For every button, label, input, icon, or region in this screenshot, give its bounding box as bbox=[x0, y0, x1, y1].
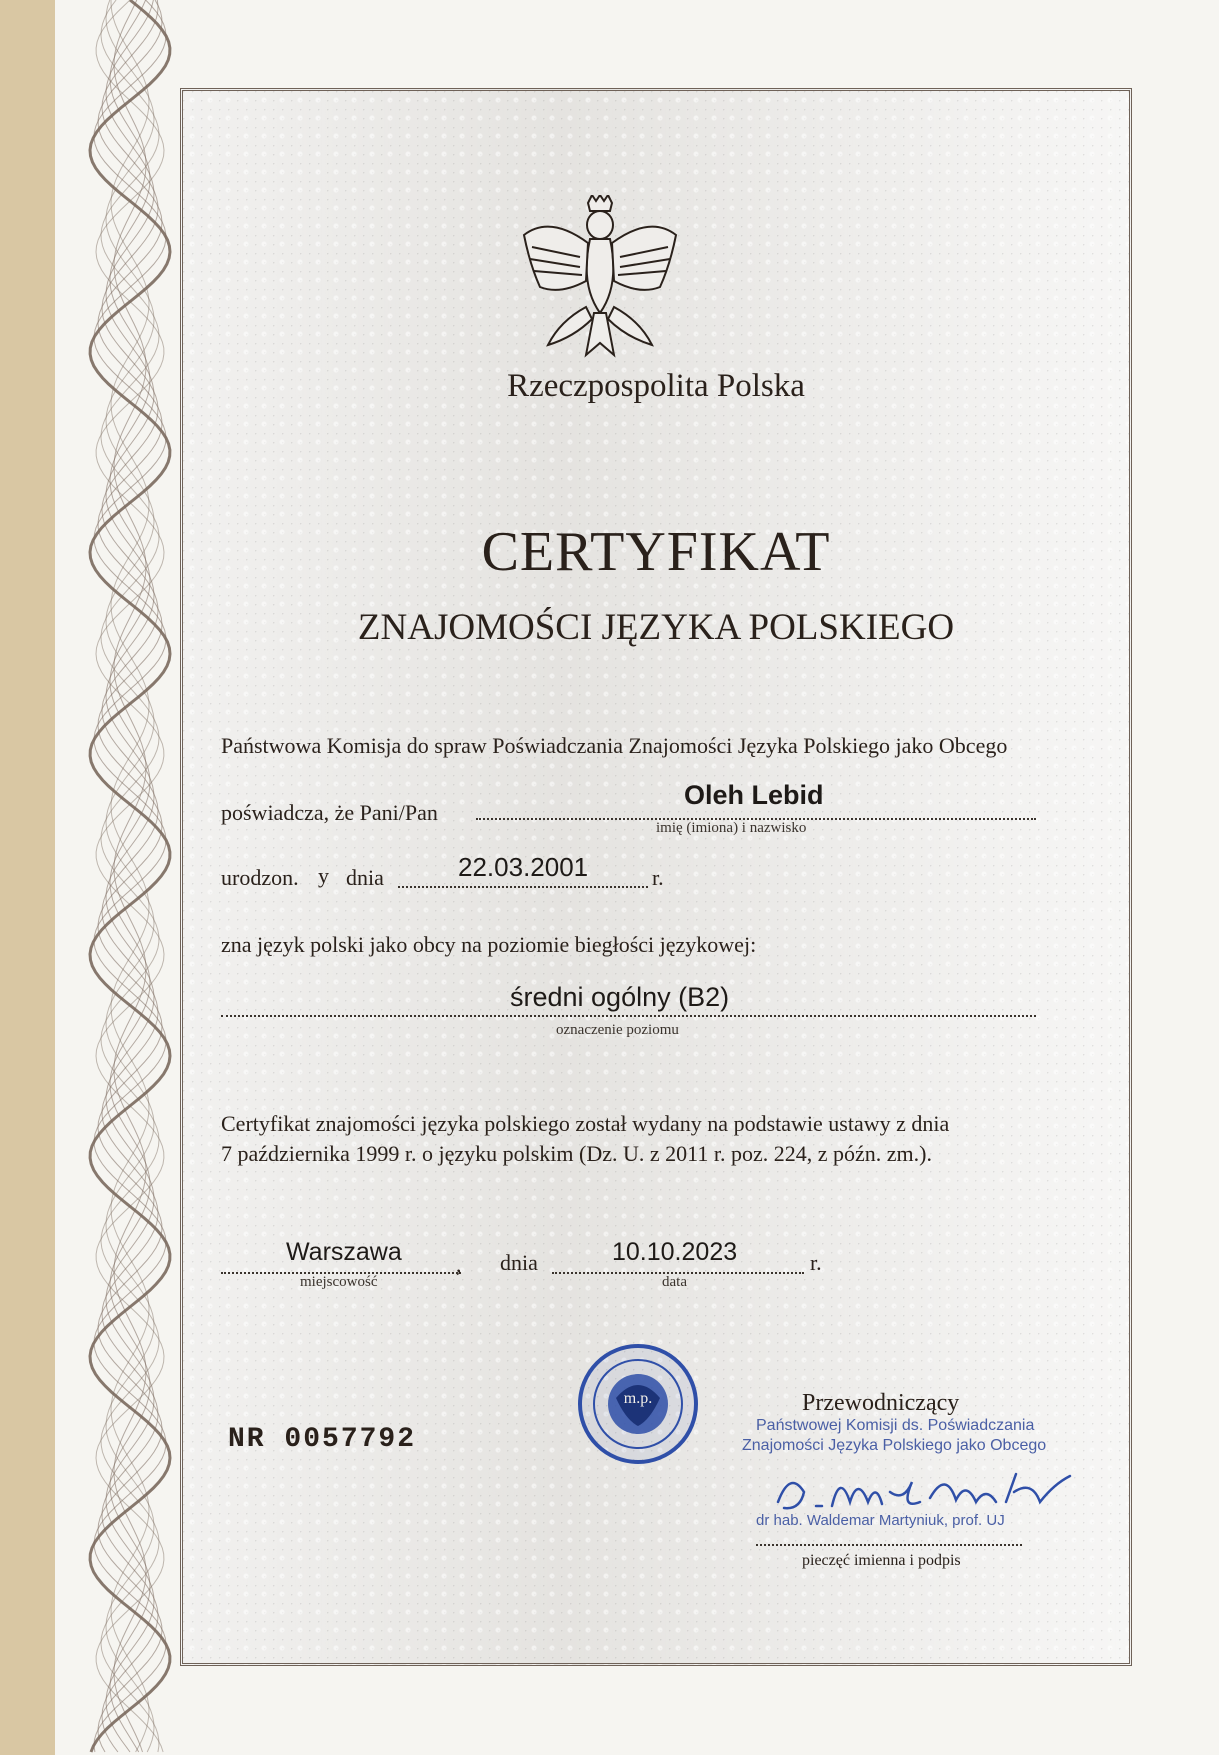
birth-year-suffix: r. bbox=[652, 865, 664, 890]
born-suffix: y bbox=[318, 863, 329, 888]
legal-basis-line-1: Certyfikat znajomości języka polskiego został wydany na podstawie ustawy z dnia bbox=[221, 1111, 950, 1136]
issue-date-suffix: r. bbox=[810, 1250, 822, 1275]
stamp-mp-label: m.p. bbox=[623, 1390, 653, 1407]
commission-name: Państwowa Komisja do spraw Poświadczania Znajomości Języka Polskiego jako Obcego bbox=[221, 733, 1008, 758]
issue-place: Warszawa bbox=[286, 1238, 402, 1266]
issue-day-label: dnia bbox=[500, 1250, 538, 1275]
certificate-subtitle: ZNAJOMOŚCI JĘZYKA POLSKIEGO bbox=[357, 607, 955, 648]
stamp-commission-line-2: Znajomości Języka Polskiego jako Obcego bbox=[742, 1437, 1047, 1454]
place-caption: miejscowość bbox=[300, 1274, 378, 1290]
issue-date: 10.10.2023 bbox=[612, 1238, 738, 1266]
legal-basis-line-2: 7 października 1999 r. o języku polskim (Dz. U. z 2011 r. poz. 224, z późn. zm.). bbox=[221, 1141, 932, 1166]
place-comma: , bbox=[456, 1252, 462, 1277]
certificate-title: CERTYFIKAT bbox=[481, 521, 831, 583]
signature-dotted-line bbox=[756, 1534, 1022, 1546]
date-caption: data bbox=[662, 1274, 687, 1290]
signature-caption: pieczęć imienna i podpis bbox=[802, 1552, 961, 1569]
chairman-name-stamp: dr hab. Waldemar Martyniuk, prof. UJ bbox=[756, 1512, 1005, 1529]
polish-eagle-emblem bbox=[520, 195, 680, 365]
holder-name: Oleh Lebid bbox=[684, 780, 824, 810]
birth-date: 22.03.2001 bbox=[458, 852, 589, 882]
country-name: Rzeczpospolita Polska bbox=[507, 368, 805, 404]
proficiency-level: średni ogólny (B2) bbox=[510, 982, 730, 1012]
knows-language-label: zna język polski jako obcy na poziomie biegłości językowej: bbox=[221, 932, 757, 957]
level-caption: oznaczenie poziomu bbox=[556, 1022, 679, 1038]
official-round-stamp bbox=[576, 1342, 700, 1466]
name-caption: imię (imiona) i nazwisko bbox=[656, 820, 807, 836]
certificate-number: NR 0057792 bbox=[228, 1424, 417, 1455]
born-label: urodzon. bbox=[221, 865, 299, 890]
certifies-label: poświadcza, że Pani/Pan bbox=[221, 800, 438, 825]
chairman-title: Przewodniczący bbox=[802, 1390, 960, 1416]
stamp-commission-line-1: Państwowej Komisji ds. Poświadczania bbox=[756, 1417, 1035, 1434]
born-day-label: dnia bbox=[346, 865, 384, 890]
